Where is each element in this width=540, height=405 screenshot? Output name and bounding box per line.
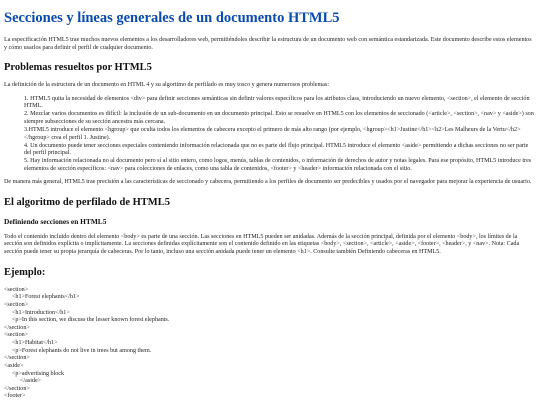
page-title: Secciones y líneas generales de un documento HTML5 (4, 10, 340, 26)
section-heading-problems: Problemas resueltos por HTML5 (4, 62, 152, 74)
sections-body-paragraph: Todo el contenido incluido dentro del elemento <body> es parte de una sección. Las secciones en HTML5 pueden ser anidadas. Además de la sección principal, definida por el elemento <body>, los límites de la sección son definidos explícita o implícitamente. La secciones definidas explícitamente son el contenido definido en las etiquetas <body>, <section>, <article>, <aside>, <footer>, <header>, y <nav>. Nota: Cada sección puede tener su propia jerarquía de cabeceras. Por lo tanto, incluso una sección anidada puede tener un elemento <h1>. Consulte también Definiendo cabeceras en HTML5. (4, 233, 520, 256)
code-line: <p>Forest elephants do not live in trees but among them. (12, 347, 152, 354)
subheading-defining-sections: Definiendo secciones en HTML5 (4, 216, 107, 226)
code-line: </section> (4, 324, 30, 331)
example-heading: Ejemplo: (4, 266, 46, 278)
code-line: <aside> (4, 362, 24, 369)
code-line: <section> (4, 332, 29, 339)
code-line: <p>In this section, we discuss the lesser known forest elephants. (12, 317, 170, 324)
code-line: </section> (4, 355, 30, 362)
problem-item: 5. Hay información relacionada no al documento pero sí al sitio entero, como logos, menús, tablas de contenidos, o información de derechos de autor y notas legales. Para ese propósito, HTML5 introduce tres elementos de sección específicos: <nav> para colecciones de enlaces, como una tabla de contenidos, <footer> y <header> información relacionada con el sitio. (24, 158, 532, 172)
intro-paragraph: La especificación HTML5 trae muchos nuevos elementos a los desarrolladores web, permitiéndoles describir la estructura de un documento web con semántica estandarizada. Este documento describe estos elementos y cómo usarlos para definir el perfil de cualquier documento. (4, 37, 532, 51)
problem-item: 1. HTML5 quita la necesidad de elementos <div> para definir secciones semánticas sin definir valores específicos para los atributos class, introduciendo un nuevo elemento, <section>, el elemento de sección HTML. (24, 95, 530, 110)
problems-closing-paragraph: De manera más general, HTML5 trae precisión a las características de seccionado y cabecera, permitiendo a los perfiles de documento ser predecibles y usados por el navegador para mejorar la experiencia de usuario. (4, 179, 532, 186)
code-line: <footer> (4, 393, 26, 400)
problem-item: 2. Mezclar varios documentos es difícil: la inclusión de un sub-documento en un documento principal. Esto se resuelve en HTML5 con los elementos de seccionado (<article>, <section>, <nav> y <aside>) son siempre subsecciones de su sección ancestra más cercana. (24, 111, 534, 125)
code-line: <h1>Introduction</h1> (12, 309, 70, 316)
problems-list (4, 96, 536, 174)
code-line: </aside> (20, 378, 42, 385)
problem-item: 4. Un documento puede tener secciones especiales conteniendo información relacionada que no es parte del flujo principal. HTML5 introduce el elemento <aside> permitiendo a dichas secciones no ser parte del perfil principal. (24, 142, 529, 157)
code-line: <section> (4, 286, 29, 293)
code-line: <h1>Habitat</h1> (12, 340, 58, 347)
section-heading-algorithm: El algoritmo de perfilado de HTML5 (4, 196, 170, 208)
code-example (4, 287, 536, 401)
problem-item: 3.HTML5 introduce el elemento <hgroup> que oculta todos los elementos de cabecera excepto el primero de más alto rango (por ejemplo, <hgroup><h1>Justine</h1><h2>Les Malheurs de la Vertu</h2></hgroup> crea el perfil 1. Justine). (24, 126, 521, 141)
code-line: <h1>Forest elephants</h1> (12, 294, 80, 301)
code-line: </section> (4, 385, 30, 392)
code-line: <p>advertising block (12, 370, 65, 377)
code-line: <section> (4, 301, 29, 308)
problems-lead-paragraph: La definición de la estructura de un documento en HTML 4 y su algoritmo de perfilado es muy tosco y genera numerosos problemas: (4, 82, 330, 89)
